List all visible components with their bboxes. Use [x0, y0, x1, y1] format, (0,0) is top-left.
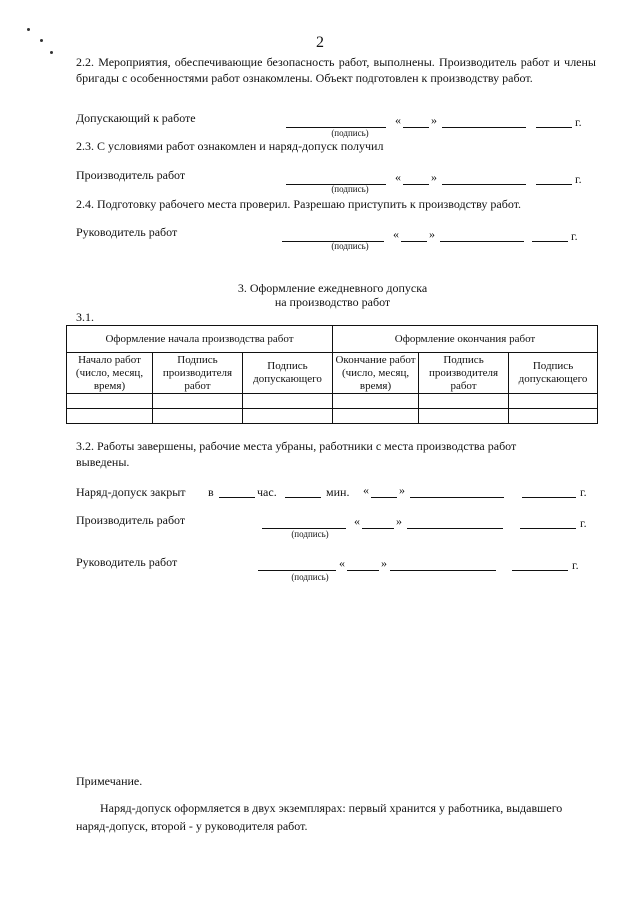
day-line [347, 560, 379, 571]
table-cell[interactable] [67, 409, 153, 424]
section-3-subtitle: на производство работ [274, 295, 391, 309]
note-title: Примечание. [76, 774, 143, 788]
closed-in: в [208, 485, 214, 499]
month-line [442, 174, 526, 185]
table-cell[interactable] [333, 394, 419, 409]
quote-close: » [399, 483, 405, 497]
signature-caption: (подпись) [331, 184, 369, 194]
section-3-2-text: 3.2. Работы завершены, рабочие места убраны, работники с места производства работ выведены. [76, 439, 517, 469]
day-line [403, 174, 429, 185]
quote-open: « [363, 483, 369, 497]
signature-line [258, 560, 336, 571]
table-cell[interactable] [419, 394, 509, 409]
year-line [520, 518, 576, 529]
signature-line [262, 518, 346, 529]
quote-close: » [431, 170, 437, 184]
quote-open: « [354, 514, 360, 528]
section-2-3-text: 2.3. С условиями работ ознакомлен и наряд-допуск получил [76, 139, 384, 153]
column-header: Подпись допускающего [243, 353, 333, 394]
closed-label: Наряд-допуск закрыт [76, 485, 186, 499]
minute-line [285, 487, 321, 498]
year-line [522, 487, 576, 498]
year-line [536, 117, 572, 128]
section-3-1-label: 3.1. [76, 310, 94, 324]
month-line [440, 231, 524, 242]
producer-label: Производитель работ [76, 513, 186, 527]
month-line [407, 518, 503, 529]
quote-close: » [381, 556, 387, 570]
column-header: Окончание работ (число, месяц, время) [333, 353, 419, 394]
quote-open: « [393, 227, 399, 241]
hour-line [219, 487, 255, 498]
column-header: Подпись производителя работ [153, 353, 243, 394]
quote-open: « [395, 170, 401, 184]
month-line [442, 117, 526, 128]
year-suffix: г. [580, 516, 587, 530]
year-line [536, 174, 572, 185]
page-number: 2 [316, 34, 324, 51]
column-header: Начало работ (число, месяц, время) [67, 353, 153, 394]
table-cell[interactable] [509, 409, 598, 424]
month-line [390, 560, 496, 571]
column-header: Подпись производителя работ [419, 353, 509, 394]
quote-close: » [429, 227, 435, 241]
group-header-start: Оформление начала производства работ [67, 326, 333, 353]
table-row [67, 394, 598, 409]
table-row [67, 409, 598, 424]
year-suffix: г. [580, 485, 587, 499]
quote-close: » [396, 514, 402, 528]
hour-suffix: час. [257, 485, 277, 499]
day-line [401, 231, 427, 242]
scan-speck [27, 28, 30, 31]
daily-admission-table [66, 325, 598, 424]
day-line [362, 518, 394, 529]
section-2-2-text: 2.2. Мероприятия, обеспечивающие безопасность работ, выполнены. Производитель работ и члены бригады с особенностями работ ознакомлены. Объект подготовлен к производству работ. [76, 55, 596, 85]
year-suffix: г. [571, 229, 578, 243]
minute-suffix: мин. [326, 485, 350, 499]
table-cell[interactable] [67, 394, 153, 409]
table-cell[interactable] [419, 409, 509, 424]
year-suffix: г. [575, 115, 582, 129]
table-cell[interactable] [509, 394, 598, 409]
quote-open: « [339, 556, 345, 570]
year-line [532, 231, 568, 242]
table-cell[interactable] [333, 409, 419, 424]
section-2-3-label: Производитель работ [76, 168, 186, 182]
year-suffix: г. [575, 172, 582, 186]
section-2-4-label: Руководитель работ [76, 225, 178, 239]
note-text: Наряд-допуск оформляется в двух экземплярах: первый хранится у работника, выдавшего наряд-допуск, второй - у руководителя работ. [76, 801, 563, 833]
year-suffix: г. [572, 558, 579, 572]
signature-caption: (подпись) [331, 241, 369, 251]
table-cell[interactable] [243, 394, 333, 409]
quote-close: » [431, 113, 437, 127]
table-cell[interactable] [153, 409, 243, 424]
signature-line [286, 117, 386, 128]
year-line [512, 560, 568, 571]
signature-caption: (подпись) [331, 128, 369, 138]
section-3-title: 3. Оформление ежедневного допуска [237, 281, 428, 295]
group-header-end: Оформление окончания работ [333, 326, 598, 353]
signature-caption: (подпись) [291, 572, 329, 582]
day-line [371, 487, 397, 498]
section-2-4-text: 2.4. Подготовку рабочего места проверил. Разрешаю приступить к производству работ. [76, 197, 522, 211]
section-2-2-label: Допускающий к работе [76, 111, 196, 125]
manager-label: Руководитель работ [76, 555, 178, 569]
day-line [403, 117, 429, 128]
month-line [410, 487, 504, 498]
table-cell[interactable] [243, 409, 333, 424]
signature-caption: (подпись) [291, 529, 329, 539]
quote-open: « [395, 113, 401, 127]
table-cell[interactable] [153, 394, 243, 409]
column-header: Подпись допускающего [509, 353, 598, 394]
